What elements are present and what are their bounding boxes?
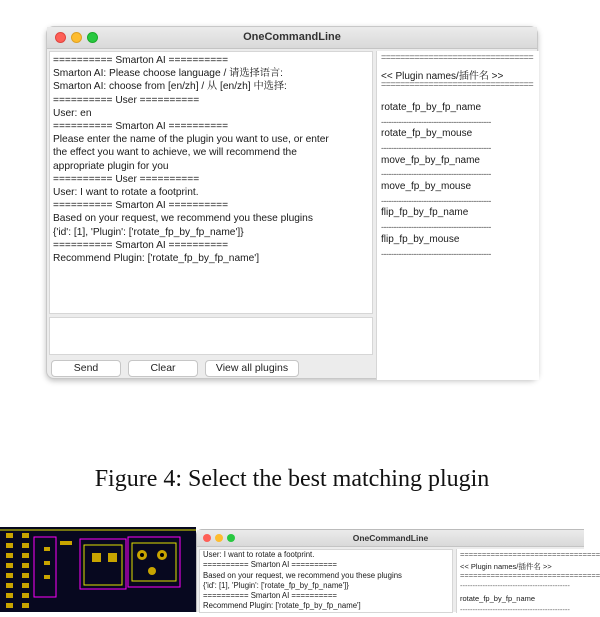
clear-button[interactable]: Clear (128, 360, 198, 377)
app-window (46, 26, 538, 379)
plugin-list-header: << Plugin names/插件名 >> (460, 562, 552, 571)
chat-line: User: I want to rotate a footprint. (203, 550, 315, 559)
plugin-separator: -------------------------------------------- (381, 249, 491, 259)
chat-line: Recommend Plugin: ['rotate_fp_by_fp_name'] (53, 253, 260, 265)
figure-caption: Figure 4: Select the best matching plugin (94, 466, 490, 492)
plugin-header-separator: ================================ (381, 79, 534, 89)
plugin-list-header: << Plugin names/插件名 >> (381, 71, 504, 82)
plugin-header-separator: ================================ (460, 571, 600, 580)
chat-line: ========== User ========== (53, 173, 200, 185)
plugin-list-pane[interactable] (456, 549, 600, 614)
plugin-separator: -------------------------------------------- (381, 169, 491, 179)
plugin-top-separator: ================================ (381, 52, 534, 62)
chat-output-pane[interactable] (49, 51, 373, 314)
plugin-separator: -------------------------------------------- (381, 117, 491, 127)
window-title: OneCommandLine (243, 31, 341, 43)
plugin-separator: -------------------------------------------- (460, 581, 570, 590)
chat-line: Based on your request, we recommend you these plugins (203, 570, 402, 580)
send-button[interactable]: Send (51, 360, 121, 377)
pcb-layout-graphic (0, 527, 196, 612)
plugin-separator: -------------------------------------------- (381, 222, 491, 232)
view-all-plugins-button[interactable]: View all plugins (205, 360, 299, 377)
plugin-item[interactable]: rotate_fp_by_fp_name (460, 594, 536, 603)
title-bar[interactable] (197, 530, 584, 547)
pcb-editor-canvas (0, 527, 196, 612)
plugin-separator: -------------------------------------------- (460, 605, 570, 614)
plugin-item[interactable]: rotate_fp_by_mouse (381, 128, 473, 139)
window-title: OneCommandLine (352, 533, 429, 543)
chat-line: ========== Smarton AI ========== (203, 591, 337, 601)
chat-line: ========== Smarton AI ========== (53, 200, 229, 212)
chat-line: User: I want to rotate a footprint. (53, 187, 199, 199)
chat-line: Please enter the name of the plugin you want to use, or enter (53, 134, 329, 146)
title-bar[interactable] (47, 27, 537, 49)
chat-line: the effect you want to achieve, we will recommend the (53, 147, 297, 159)
plugin-item[interactable]: rotate_fp_by_fp_name (381, 102, 482, 113)
chat-line: Smarton AI: choose from [en/zh] / 从 [en/zh] 中选择: (53, 81, 287, 93)
chat-line: ========== Smarton AI ========== (53, 239, 229, 251)
chat-line: Based on your request, we recommend you these plugins (53, 213, 313, 225)
chat-line: {'id': [1], 'Plugin': ['rotate_fp_by_fp_name']} (203, 580, 349, 590)
chat-line: ========== Smarton AI ========== (53, 55, 229, 66)
chat-output-pane[interactable] (199, 549, 453, 613)
plugin-separator: -------------------------------------------- (381, 143, 491, 153)
plugin-item[interactable]: flip_fp_by_mouse (381, 234, 460, 245)
plugin-item[interactable]: move_fp_by_fp_name (381, 155, 480, 166)
chat-line: User: en (53, 107, 92, 119)
chat-line: ========== User ========== (53, 94, 200, 106)
plugin-list-pane[interactable] (376, 51, 539, 380)
chat-line: Smarton AI: Please choose language / 请选择语言: (53, 68, 283, 80)
chat-line: ========== Smarton AI ========== (203, 560, 337, 570)
plugin-top-separator: ================================ (460, 550, 600, 559)
plugin-item[interactable]: flip_fp_by_fp_name (381, 207, 469, 218)
app-window-second (196, 529, 600, 614)
plugin-item[interactable]: move_fp_by_mouse (381, 181, 472, 192)
plugin-separator: -------------------------------------------- (381, 196, 491, 206)
chat-line: Recommend Plugin: ['rotate_fp_by_fp_name'] (203, 601, 361, 611)
chat-line: {'id': [1], 'Plugin': ['rotate_fp_by_fp_name']} (53, 226, 244, 238)
chat-line: appropriate plugin for you (53, 160, 169, 172)
command-input[interactable] (49, 317, 373, 355)
chat-line: ========== Smarton AI ========== (53, 121, 229, 133)
